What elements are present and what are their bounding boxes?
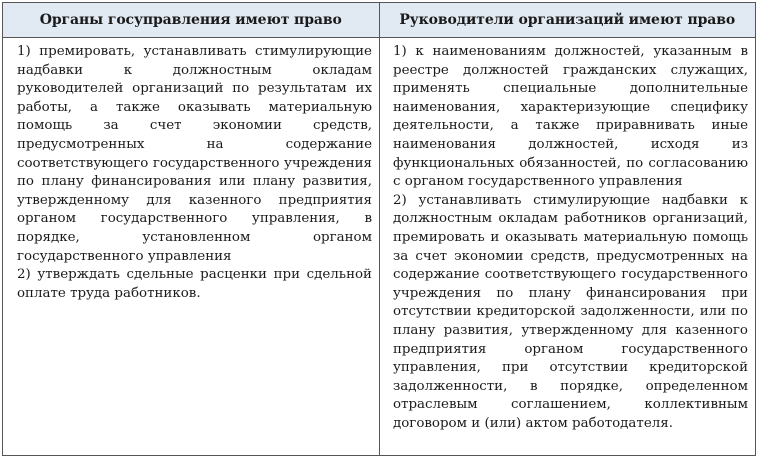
organization-right-1: 1) к наименованиям должностей, указанным в реестре должностей гражданских служащих, применять специальные дополнительные наименования, характеризующие специфику деятельности, а также приравнивать иные наименования должностей, исходя из функциональных обязанностей, по согласованию с органом государственного управления [393, 44, 748, 190]
table-body-row [3, 38, 755, 455]
government-right-1: 1) премировать, устанавливать стимулирующие надбавки к должностным окладам руководителей организаций по результатам их работы, а также оказывать материальную помощь за счет экономии средств, предусмотренных на содержание соответствующего государственного учреждения по плану финансирования или плану развития, утвержденному для казенного предприятия органом государственного управления, в порядке, установленном органом государственного управления [17, 44, 372, 264]
government-right-2: 2) утверждать сдельные расценки при сдельной оплате труда работников. [17, 267, 372, 301]
rights-table [2, 2, 756, 456]
header-government-bodies: Органы госуправления имеют право [3, 3, 380, 37]
organization-right-2: 2) устанавливать стимулирующие надбавки к должностным окладам работников организаций, премировать и оказывать материальную помощь за счет экономии средств, предусмотренных на содержание соответствующего государственного учреждения по плану финансирования при отсутствии кредиторской задолженности, или по плану развития, утвержденному для казенного предприятия органом государственного управления, при отсутствии кредиторской задолженности, в порядке, определенном отраслевым соглашением, коллективным договором и (или) актом работодателя. [393, 192, 748, 431]
table-header-row [3, 3, 755, 38]
header-organization-heads: Руководители организаций имеют право [399, 12, 736, 28]
government-rights-cell [3, 38, 380, 455]
organization-rights-cell [380, 38, 755, 455]
